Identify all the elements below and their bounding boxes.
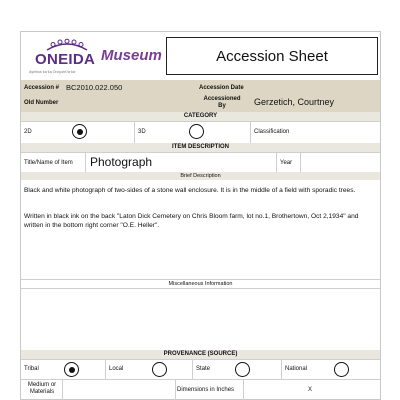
provenance-heading: PROVENANCE (SOURCE) (21, 350, 380, 359)
divider (21, 359, 380, 360)
divider (250, 121, 251, 143)
divider (192, 359, 193, 379)
page-title: Accession Sheet (166, 37, 378, 75)
provenance-state-label: State (196, 366, 211, 372)
old-number-label: Old Number (24, 100, 59, 106)
provenance-tribal-label: Tribal (24, 366, 39, 372)
category-2d-radio[interactable] (72, 124, 87, 139)
divider (276, 152, 277, 172)
divider (21, 121, 380, 122)
divider (21, 288, 380, 289)
provenance-national-radio[interactable] (334, 362, 349, 377)
divider (300, 152, 301, 172)
year-label: Year (280, 160, 293, 166)
brief-description-label: Brief Description (21, 172, 380, 180)
accessioned-by-value[interactable]: Gerzetich, Courtney (254, 97, 335, 107)
description-paragraph-2: Written in black ink on the back "Laton Dick Cemetery on Chris Bloom farm, lot no.1, Brothertown, Oct 2,1934" and written in the bottom right corner "O.E. Heller". (24, 213, 359, 229)
dimensions-label: Dimensions in Inches (177, 387, 235, 393)
wampum-belt-icon (29, 38, 105, 52)
description-paragraph-1: Black and white photograph of two-sides of a stone wall enclosure. It is in the middle of a field with sporadic trees. (24, 187, 356, 194)
logo-text: ONEIDA (35, 51, 96, 68)
title-name-label: Title/Name of Item (24, 160, 73, 166)
accession-date-label: Accession Date (199, 85, 244, 91)
category-heading: CATEGORY (21, 112, 380, 121)
divider (85, 152, 86, 172)
classification-label: Classification (254, 129, 290, 135)
misc-information-label: Miscellaneous Information (21, 280, 380, 288)
title-name-value[interactable]: Photograph (90, 155, 153, 169)
item-description-heading: ITEM DESCRIPTION (21, 143, 380, 152)
divider (175, 379, 176, 400)
accession-sheet (20, 31, 381, 400)
logo-tagline: Ayelhos·ka·ka Onʌyoteʔa·ká· (29, 70, 77, 74)
provenance-tribal-radio[interactable] (64, 362, 79, 377)
provenance-national-label: National (285, 366, 308, 372)
divider (281, 359, 282, 379)
accessioned-by-label: Accessioned By (203, 96, 241, 109)
oneida-logo (29, 38, 105, 78)
provenance-local-radio[interactable] (152, 362, 167, 377)
divider (21, 379, 380, 380)
divider (134, 121, 135, 143)
medium-materials-label: Medium or Materials (27, 382, 57, 395)
provenance-local-label: Local (109, 366, 124, 372)
category-3d-label: 3D (138, 129, 146, 135)
museum-label: Museum (101, 47, 162, 64)
accession-number-label: Accession # (24, 85, 60, 91)
accession-band (21, 80, 380, 112)
divider (21, 152, 380, 153)
category-3d-radio[interactable] (189, 124, 204, 139)
provenance-state-radio[interactable] (235, 362, 250, 377)
logo-area (21, 32, 161, 79)
accession-number-value[interactable]: BC2010.022.050 (66, 83, 123, 92)
divider (243, 379, 244, 400)
divider (105, 359, 106, 379)
category-2d-label: 2D (24, 129, 32, 135)
dimensions-separator: X (308, 387, 313, 393)
divider (62, 379, 63, 400)
